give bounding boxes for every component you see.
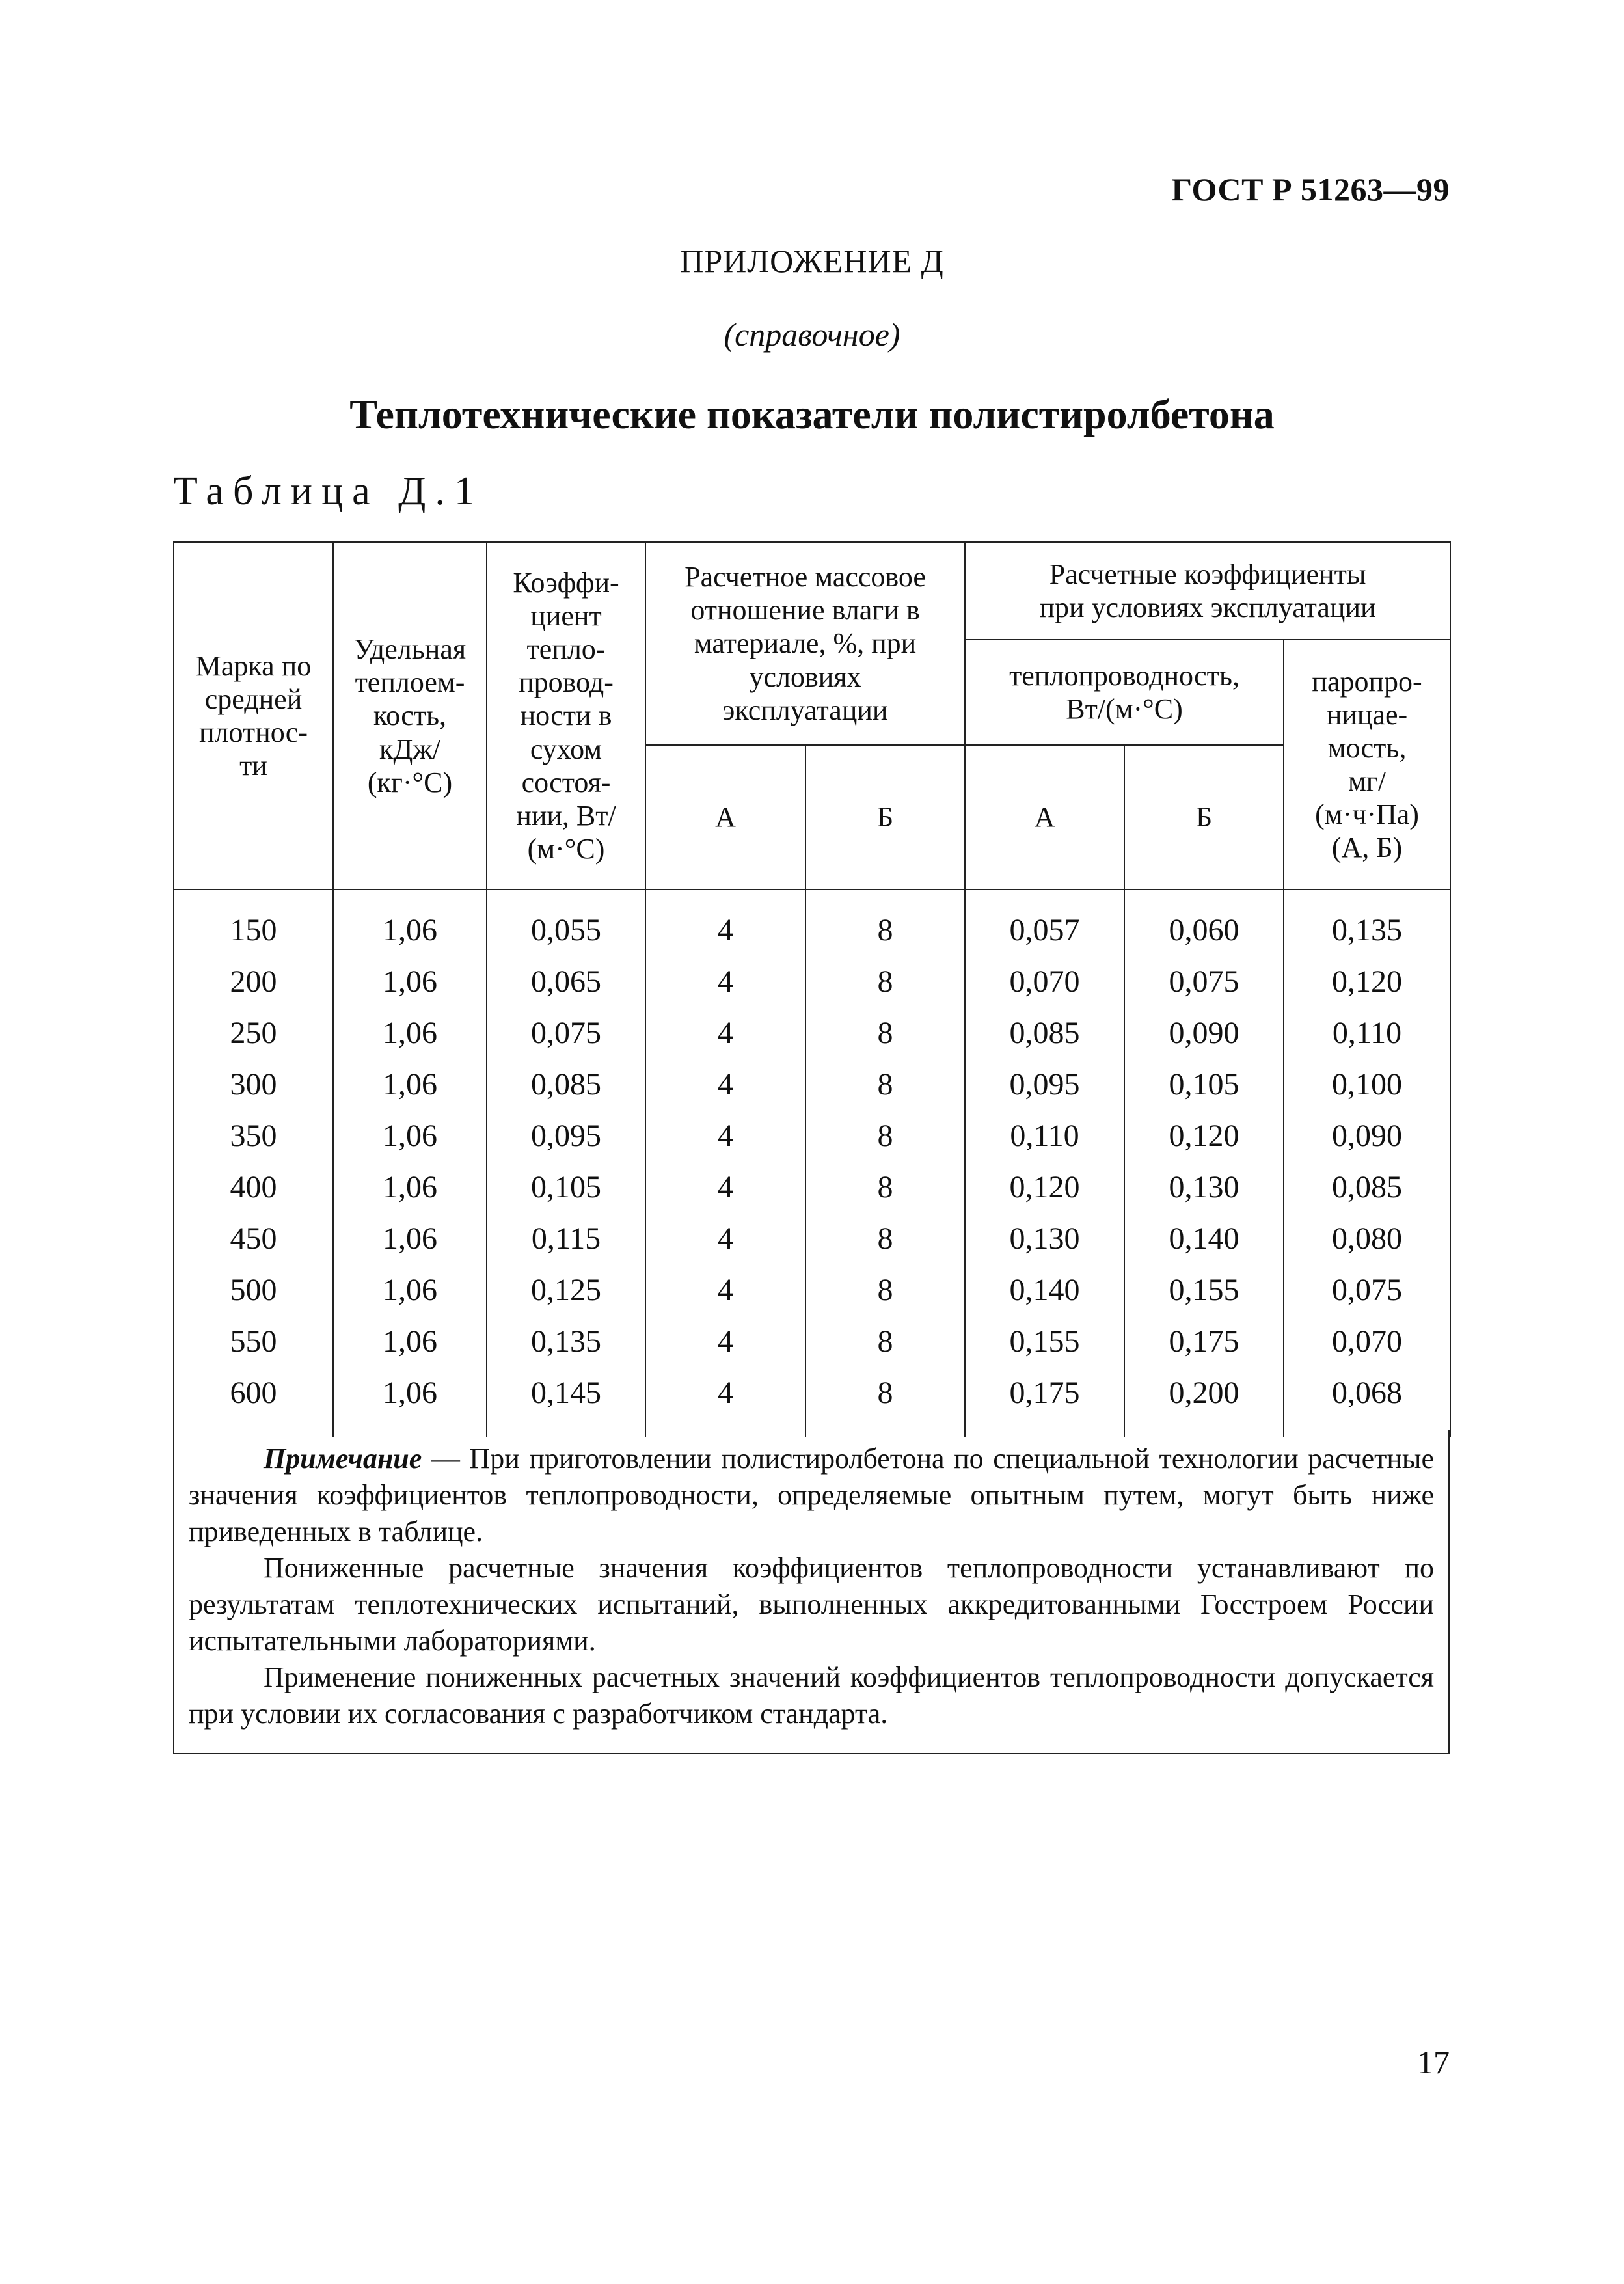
table-row: [174, 964, 1450, 1015]
cell-dry-conductivity: 0,125: [487, 1272, 645, 1324]
cell-vapor-permeability: 0,135: [1284, 890, 1450, 964]
note-paragraph-2: Пониженные расчетные значения коэффициентов теплопроводности устанавливают по результатам теплотехнических испытаний, выполненных аккредитованными Госстроем России испытательными лабораториями.: [189, 1552, 1434, 1657]
cell-moisture-a: 4: [645, 1324, 805, 1375]
cell-grade: 350: [174, 1118, 333, 1169]
header-vapor-permeability: [1284, 640, 1450, 890]
cell-dry-conductivity: 0,115: [487, 1221, 645, 1272]
cell-grade: 550: [174, 1324, 333, 1375]
header-line: кДж/: [379, 733, 440, 765]
header-line: средней: [204, 683, 303, 715]
header-line: тепло-: [526, 633, 606, 666]
cell-vapor-permeability: 0,085: [1284, 1169, 1450, 1221]
header-line: (А, Б): [1331, 832, 1403, 864]
cell-vapor-permeability: 0,120: [1284, 964, 1450, 1015]
cell-conductivity-b: 0,060: [1124, 890, 1284, 964]
table-row: [174, 1067, 1450, 1118]
header-line: сухом: [530, 733, 602, 765]
cell-heat-capacity: 1,06: [333, 1375, 487, 1437]
cell-vapor-permeability: 0,080: [1284, 1221, 1450, 1272]
cell-moisture-b: 8: [805, 1067, 965, 1118]
note-heading: Примечание: [264, 1443, 422, 1475]
table-row: [174, 890, 1450, 964]
section-title: Теплотехнические показатели полистиролбетона: [349, 391, 1275, 437]
header-line: циент: [530, 600, 602, 632]
cell-heat-capacity: 1,06: [333, 1067, 487, 1118]
note-text-1: — При приготовлении полистиролбетона по специальной технологии расчетные значения коэффициентов теплопроводности, определяемые опытным путем, могут быть ниже приведенных в таблице.: [189, 1443, 1434, 1547]
table-row: [174, 1015, 1450, 1067]
cell-grade: 600: [174, 1375, 333, 1437]
cell-moisture-b: 8: [805, 1221, 965, 1272]
cell-conductivity-a: 0,070: [965, 964, 1124, 1015]
cell-vapor-permeability: 0,100: [1284, 1067, 1450, 1118]
header-line: Коэффи-: [513, 567, 619, 599]
cell-conductivity-a: 0,130: [965, 1221, 1124, 1272]
header-line: Вт/(м·°С): [1066, 693, 1183, 725]
cell-moisture-a: 4: [645, 1015, 805, 1067]
table-row: [174, 1221, 1450, 1272]
header-line: эксплуатации: [722, 694, 888, 726]
table-row: [174, 1324, 1450, 1375]
cell-moisture-a: 4: [645, 890, 805, 964]
table-row: [174, 1375, 1450, 1437]
cell-moisture-b: 8: [805, 890, 965, 964]
cell-conductivity-b: 0,155: [1124, 1272, 1284, 1324]
cell-conductivity-a: 0,085: [965, 1015, 1124, 1067]
header-line: (м·°С): [527, 832, 605, 865]
cell-conductivity-a: 0,110: [965, 1118, 1124, 1169]
cell-dry-conductivity: 0,065: [487, 964, 645, 1015]
cell-conductivity-a: 0,140: [965, 1272, 1124, 1324]
cell-moisture-b: 8: [805, 1015, 965, 1067]
note-paragraph-3: Применение пониженных расчетных значений коэффициентов теплопроводности допускается при условии их согласования с разработчиком стандарта.: [189, 1661, 1434, 1730]
appendix-title: ПРИЛОЖЕНИЕ Д: [680, 243, 944, 279]
cell-vapor-permeability: 0,068: [1284, 1375, 1450, 1437]
header-line: кость,: [373, 700, 447, 732]
cell-moisture-a: 4: [645, 1118, 805, 1169]
header-design-coefficients: [965, 542, 1450, 640]
cell-grade: 250: [174, 1015, 333, 1067]
cell-grade: 450: [174, 1221, 333, 1272]
cell-grade: 500: [174, 1272, 333, 1324]
cell-vapor-permeability: 0,070: [1284, 1324, 1450, 1375]
cell-grade: 150: [174, 890, 333, 964]
table-caption: Таблица Д.1: [173, 469, 483, 513]
cell-dry-conductivity: 0,135: [487, 1324, 645, 1375]
cell-moisture-b: 8: [805, 1272, 965, 1324]
cell-grade: 200: [174, 964, 333, 1015]
cell-dry-conductivity: 0,105: [487, 1169, 645, 1221]
header-line: условиях: [749, 660, 861, 693]
page-number: 17: [1417, 2044, 1450, 2080]
header-moisture-ratio: [645, 542, 965, 745]
cell-conductivity-b: 0,140: [1124, 1221, 1284, 1272]
header-line: ности в: [520, 700, 612, 732]
cell-moisture-b: 8: [805, 964, 965, 1015]
header-moisture-a: А: [645, 745, 805, 890]
cell-dry-conductivity: 0,095: [487, 1118, 645, 1169]
header-thermal-conductivity: [965, 640, 1284, 745]
header-line: (кг·°С): [367, 766, 453, 798]
cell-grade: 400: [174, 1169, 333, 1221]
header-conductivity-b: Б: [1124, 745, 1284, 890]
header-line: отношение влаги в: [690, 594, 920, 627]
header-heat-capacity: [333, 542, 487, 890]
cell-conductivity-b: 0,105: [1124, 1067, 1284, 1118]
header-line: плотнос-: [199, 716, 308, 748]
cell-conductivity-b: 0,130: [1124, 1169, 1284, 1221]
cell-dry-conductivity: 0,145: [487, 1375, 645, 1437]
header-line: нии, Вт/: [516, 799, 616, 832]
document-code: ГОСТ Р 51263—99: [1171, 171, 1450, 208]
cell-conductivity-b: 0,075: [1124, 964, 1284, 1015]
header-line: провод-: [519, 666, 614, 699]
header-line: состоя-: [521, 766, 611, 798]
cell-moisture-a: 4: [645, 1375, 805, 1437]
cell-conductivity-b: 0,120: [1124, 1118, 1284, 1169]
header-conductivity-a: А: [965, 745, 1124, 890]
table-row: [174, 1169, 1450, 1221]
cell-moisture-a: 4: [645, 1272, 805, 1324]
cell-heat-capacity: 1,06: [333, 1015, 487, 1067]
cell-moisture-b: 8: [805, 1118, 965, 1169]
header-line: теплопроводность,: [1009, 659, 1239, 692]
cell-moisture-a: 4: [645, 1221, 805, 1272]
header-line: материале, %, при: [694, 627, 917, 660]
cell-moisture-b: 8: [805, 1324, 965, 1375]
cell-heat-capacity: 1,06: [333, 1324, 487, 1375]
cell-heat-capacity: 1,06: [333, 1169, 487, 1221]
notes-box: [173, 1430, 1450, 1754]
cell-moisture-a: 4: [645, 1169, 805, 1221]
cell-grade: 300: [174, 1067, 333, 1118]
cell-heat-capacity: 1,06: [333, 964, 487, 1015]
cell-conductivity-b: 0,200: [1124, 1375, 1284, 1437]
cell-moisture-a: 4: [645, 1067, 805, 1118]
header-line: ти: [239, 750, 267, 782]
cell-vapor-permeability: 0,110: [1284, 1015, 1450, 1067]
header-line: мость,: [1327, 731, 1407, 764]
appendix-subtitle: (справочное): [724, 316, 900, 353]
header-line: теплоем-: [355, 666, 465, 699]
table-row: [174, 1272, 1450, 1324]
cell-dry-conductivity: 0,055: [487, 890, 645, 964]
cell-conductivity-a: 0,057: [965, 890, 1124, 964]
thermal-properties-table: [173, 541, 1451, 1437]
cell-conductivity-b: 0,175: [1124, 1324, 1284, 1375]
header-line: Марка по: [195, 649, 312, 682]
header-line: Расчетные коэффициенты: [1049, 558, 1366, 590]
cell-vapor-permeability: 0,075: [1284, 1272, 1450, 1324]
cell-vapor-permeability: 0,090: [1284, 1118, 1450, 1169]
cell-dry-conductivity: 0,085: [487, 1067, 645, 1118]
header-line: ницае-: [1326, 698, 1408, 731]
header-line: (м·ч·Па): [1315, 798, 1419, 831]
header-line: при условиях эксплуатации: [1039, 591, 1376, 623]
cell-conductivity-a: 0,120: [965, 1169, 1124, 1221]
cell-moisture-a: 4: [645, 964, 805, 1015]
cell-conductivity-a: 0,175: [965, 1375, 1124, 1437]
header-line: мг/: [1347, 765, 1387, 797]
header-line: Расчетное массовое: [684, 561, 926, 593]
cell-heat-capacity: 1,06: [333, 1221, 487, 1272]
cell-heat-capacity: 1,06: [333, 890, 487, 964]
cell-moisture-b: 8: [805, 1375, 965, 1437]
cell-conductivity-b: 0,090: [1124, 1015, 1284, 1067]
cell-heat-capacity: 1,06: [333, 1272, 487, 1324]
header-moisture-b: Б: [805, 745, 965, 890]
cell-conductivity-a: 0,095: [965, 1067, 1124, 1118]
header-grade: [174, 542, 333, 890]
header-dry-conductivity: [487, 542, 645, 890]
note-paragraph-1: [189, 1441, 1434, 1550]
cell-dry-conductivity: 0,075: [487, 1015, 645, 1067]
cell-conductivity-a: 0,155: [965, 1324, 1124, 1375]
header-line: Удельная: [353, 633, 467, 666]
table-row: [174, 1118, 1450, 1169]
header-line: паропро-: [1312, 665, 1422, 698]
cell-moisture-b: 8: [805, 1169, 965, 1221]
cell-heat-capacity: 1,06: [333, 1118, 487, 1169]
table-body: [174, 890, 1450, 1437]
